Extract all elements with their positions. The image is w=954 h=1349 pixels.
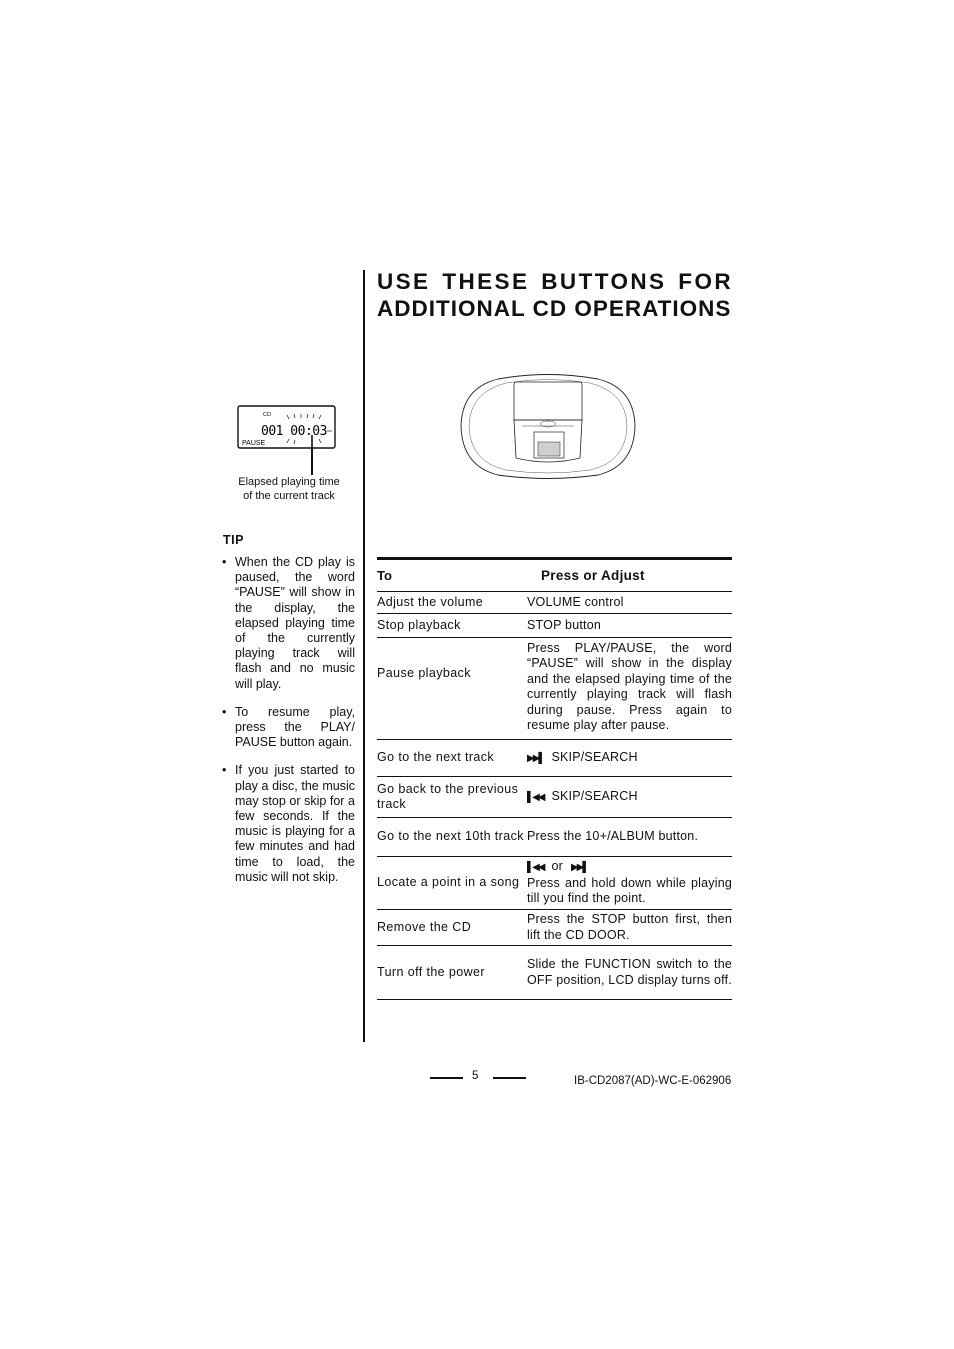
document-code: IB-CD2087(AD)-WC-E-062906 — [574, 1075, 732, 1087]
lcd-caption-line-2: of the current track — [243, 489, 335, 502]
table-row — [377, 592, 732, 614]
table-row — [377, 946, 732, 1000]
skip-search-label: SKIP/SEARCH — [551, 749, 638, 764]
footer-rule-right — [493, 1077, 526, 1079]
header-press-or-adjust: Press or Adjust — [541, 568, 645, 583]
bullet-icon: • — [222, 763, 227, 778]
skip-back-icon: ▌◀◀ — [527, 862, 544, 874]
tip-item — [222, 555, 355, 692]
lcd-caption-line-1: Elapsed playing time — [238, 476, 340, 488]
row-action: Go to the next 10th track — [377, 829, 524, 844]
lcd-caption — [228, 476, 350, 503]
tip-list — [222, 555, 355, 898]
header-to: To — [377, 568, 392, 583]
tip-item-text: To resume play, press the PLAY/ PAUSE button again. — [235, 704, 355, 750]
table-header — [377, 560, 732, 592]
title-line-2: ADDITIONAL CD OPERATIONS — [377, 296, 732, 321]
table-row — [377, 777, 732, 818]
table-row — [377, 818, 732, 857]
skip-forward-icon: ▶▶▌ — [570, 862, 588, 874]
row-control: Press the STOP button first, then lift the CD DOOR. — [527, 912, 732, 942]
cd-player-illustration — [458, 374, 638, 480]
row-action: Remove the CD — [377, 919, 472, 934]
operations-table — [377, 557, 732, 1000]
row-action: Locate a point in a song — [377, 875, 520, 890]
table-row — [377, 910, 732, 946]
bullet-icon: • — [222, 704, 227, 719]
tip-item — [222, 763, 355, 885]
footer-rule-left — [430, 1077, 463, 1079]
row-action: Go back to the previous track — [377, 781, 519, 811]
tip-item-text: If you just started to play a disc, the music may stop or skip for a few seconds. If the music is playing for a few minutes and had time to load, the music will not skip. — [235, 763, 355, 884]
row-control — [527, 750, 732, 766]
row-control: Press PLAY/PAUSE, the word “PAUSE” will show in the display and the elapsed playing time of the currently playing track will flash during pause. Press again to resume play after pause. — [527, 641, 732, 733]
table-row — [377, 857, 732, 910]
skip-icons-line — [527, 859, 732, 875]
row-control: Press the 10+/ALBUM button. — [527, 829, 699, 844]
row-action: Pause playback — [377, 666, 471, 680]
page-title — [377, 268, 733, 322]
row-action: Adjust the volume — [377, 594, 484, 609]
row-action: Go to the next track — [377, 750, 495, 765]
skip-search-label: SKIP/SEARCH — [551, 788, 638, 803]
lcd-pause-label: PAUSE — [242, 440, 266, 447]
page-number: 5 — [472, 1070, 479, 1082]
tip-item — [222, 705, 355, 751]
tip-item-text: When the CD play is paused, the word “PAUSE” will show in the display, the elapsed playing time of the currently playing track will flash and no music will play. — [235, 555, 355, 691]
tip-heading: TIP — [223, 533, 244, 547]
row-control: VOLUME control — [527, 594, 624, 609]
bullet-icon: • — [222, 555, 227, 569]
lcd-pointer-line — [311, 448, 313, 475]
lcd-cd-label: CD — [263, 412, 271, 418]
table-row — [377, 614, 732, 638]
table-row — [377, 638, 732, 740]
skip-back-icon: ▌◀◀ — [527, 791, 544, 803]
row-control-text: Press and hold down while playing till you find the point. — [527, 875, 732, 906]
table-row — [377, 740, 732, 777]
title-line-1: USE THESE BUTTONS FOR — [377, 269, 733, 294]
skip-forward-icon: ▶▶▌ — [527, 752, 544, 764]
lcd-display-illustration — [237, 405, 337, 449]
column-divider — [363, 270, 365, 1042]
row-control — [527, 859, 732, 906]
row-control — [527, 789, 732, 805]
lcd-digits: 001 00:03 — [261, 424, 327, 439]
row-control: Slide the FUNCTION switch to the OFF position, LCD display turns off. — [527, 957, 732, 987]
row-action: Turn off the power — [377, 964, 485, 979]
row-action: Stop playback — [377, 617, 461, 632]
or-label: or — [551, 859, 563, 874]
row-control: STOP button — [527, 617, 602, 632]
